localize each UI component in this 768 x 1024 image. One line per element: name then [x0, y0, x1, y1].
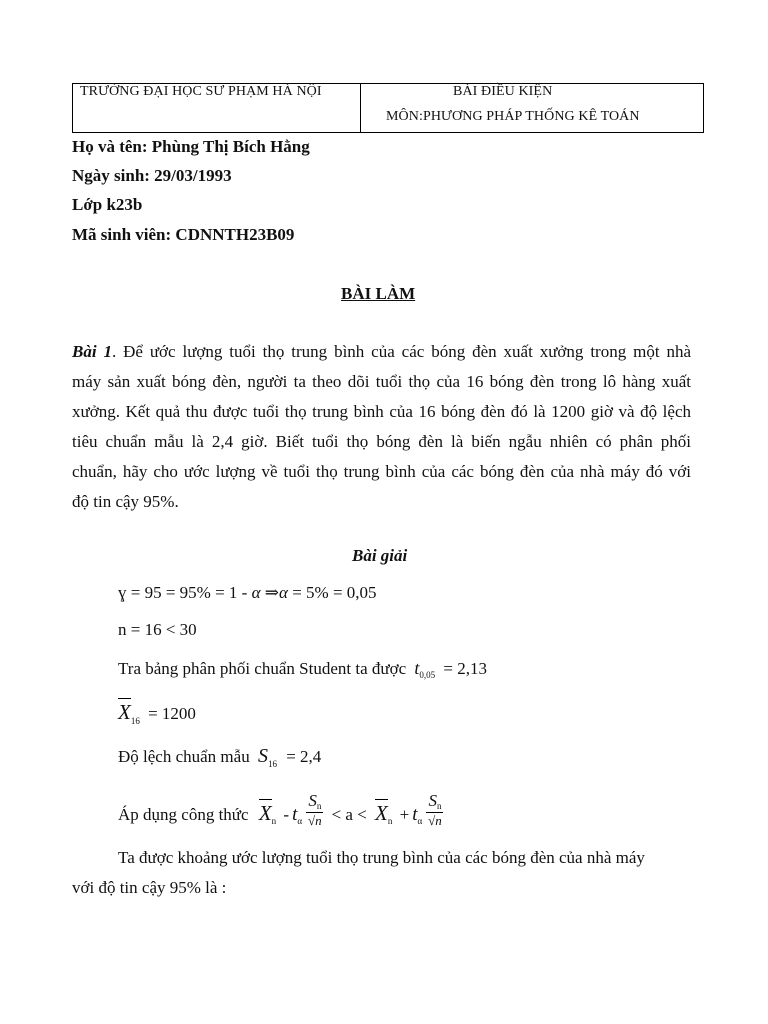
- problem-label: Bài 1: [72, 342, 112, 361]
- problem-line: độ tin cậy 95%.: [72, 492, 179, 511]
- gamma-line: ɣ = 95 = 95% = 1 - α ⇒α = 5% = 0,05: [118, 583, 377, 602]
- problem-line: máy sản xuất bóng đèn, người ta theo dõi tuổi thọ của 16 bóng đèn trong lô hàng xuất: [72, 372, 691, 391]
- conclusion-line-2: với độ tin cậy 95% là :: [72, 878, 227, 897]
- problem-line: Bài 1. Để ước lượng tuổi thọ trung bình của các bóng đèn xuất xưởng trong một nhà: [72, 342, 691, 361]
- solution-heading: Bài giải: [352, 546, 408, 565]
- student-class: Lớp k23b: [72, 195, 143, 214]
- student-dob: Ngày sinh: 29/03/1993: [72, 166, 232, 185]
- sample-mean-line: $X_{16} = 1200$: [118, 700, 196, 726]
- exam-title: BÀI ĐIỀU KIỆN: [453, 84, 553, 99]
- problem-paragraph: [72, 337, 691, 517]
- student-id: Mã sinh viên: CDNNTH23B09: [72, 225, 295, 244]
- fraction-left: $\frac{Sn}{√n}$: [307, 791, 322, 828]
- formula-line: Áp dụng công thức $X_n - t_\alpha$ $\frac{Sn}{√n}$ < $a < X_n + t_\alpha$ $\frac{Sn}{√n}$: [118, 791, 442, 828]
- conclusion-line-1: Ta được khoảng ước lượng tuổi thọ trung bình của các bóng đèn của nhà máy: [118, 848, 645, 867]
- problem-line: xưởng. Kết quả thu được tuổi thọ trung bình của 16 bóng đèn đó là 1200 giờ và độ lệch: [72, 402, 691, 421]
- problem-line: chuẩn, hãy cho ước lượng về tuổi thọ trung bình của các bóng đèn của nhà máy đó với: [72, 462, 691, 481]
- t-table-line: Tra bảng phân phối chuẩn Student ta được $t_{0,05} = 2,13$: [118, 658, 487, 680]
- formula: $X_n - t_\alpha$: [258, 801, 303, 827]
- school-name: TRƯỜNG ĐẠI HỌC SƯ PHẠM HÀ NỘI: [80, 84, 322, 99]
- sample-std-line: Độ lệch chuẩn mẫu $S_{16} = 2,4$: [118, 745, 322, 769]
- sample-size-line: n = 16 < 30: [118, 620, 197, 639]
- page-title: BÀI LÀM: [341, 284, 416, 303]
- header-divider: [360, 84, 361, 132]
- student-name: Họ và tên: Phùng Thị Bích Hằng: [72, 137, 310, 156]
- problem-line: tiêu chuẩn mẫu là 2,4 giờ. Biết tuổi thọ bóng đèn là biến ngẫu nhiên có phân phối: [72, 432, 691, 451]
- subject-name: MÔN:PHƯƠNG PHÁP THỐNG KÊ TOÁN: [386, 109, 640, 124]
- fraction-right: $\frac{Sn}{√n}$: [428, 791, 442, 828]
